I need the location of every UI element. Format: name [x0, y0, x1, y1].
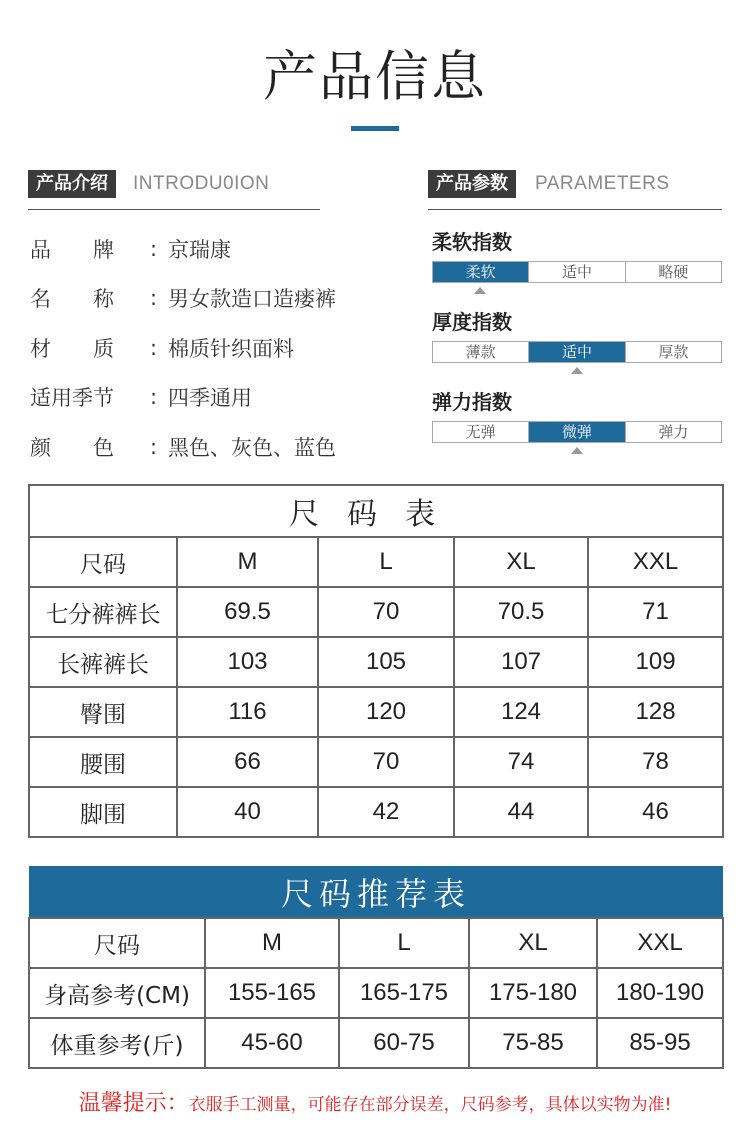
table-header-cell: XXL	[588, 537, 723, 587]
param-indicator	[432, 443, 722, 457]
table-row	[29, 737, 723, 787]
table-header-cell: 尺码	[29, 537, 177, 587]
intro-english-label: INTRODU0ION	[133, 173, 270, 194]
table-cell: 74	[454, 737, 588, 787]
table-cell: 70	[318, 587, 454, 637]
param-option: 厚款	[658, 343, 689, 361]
param-option: 弹力	[658, 423, 689, 441]
params-english-label: PARAMETERS	[535, 173, 670, 194]
tip-label: 温馨提示：	[78, 1091, 189, 1116]
rec-table-caption: 尺码推荐表	[29, 866, 723, 918]
table-cell: 70	[318, 737, 454, 787]
param-softness	[432, 229, 722, 297]
intro-badge: 产品介绍	[28, 170, 116, 198]
param-indicator	[432, 363, 722, 377]
info-colon: :	[150, 335, 158, 360]
param-option: 薄款	[433, 342, 529, 362]
table-cell: 107	[454, 637, 588, 687]
table-cell: 165-175	[339, 968, 469, 1018]
table-cell: 75-85	[469, 1018, 597, 1068]
info-label: 颜 色	[30, 435, 114, 460]
info-value: 黑色、灰色、蓝色	[168, 435, 336, 460]
param-option: 微弹	[529, 422, 625, 442]
intro-section-header	[28, 170, 320, 210]
table-cell: 60-75	[339, 1018, 469, 1068]
triangle-up-icon	[571, 367, 583, 374]
warm-tip	[0, 1086, 750, 1117]
param-option: 适中	[529, 262, 625, 282]
table-cell: 116	[177, 687, 318, 737]
table-cell: 66	[177, 737, 318, 787]
param-option: 略硬	[658, 263, 689, 281]
table-cell: 109	[588, 637, 723, 687]
title-underline	[351, 126, 399, 131]
info-colon: :	[150, 286, 158, 311]
table-header-cell: M	[205, 918, 339, 968]
table-header-cell: L	[318, 537, 454, 587]
table-cell: 180-190	[597, 968, 723, 1018]
table-row	[29, 637, 723, 687]
table-cell: 42	[318, 787, 454, 837]
info-colon: :	[150, 385, 158, 410]
page-title: 产品信息	[263, 45, 487, 108]
table-cell: 120	[318, 687, 454, 737]
table-cell: 124	[454, 687, 588, 737]
table-header-cell: XXL	[597, 918, 723, 968]
table-header-cell: M	[177, 537, 318, 587]
info-row-season	[30, 373, 410, 423]
table-row	[29, 968, 723, 1018]
table-cell: 105	[318, 637, 454, 687]
table-header-cell: XL	[454, 537, 588, 587]
info-colon: :	[150, 236, 158, 261]
info-colon: :	[150, 434, 158, 459]
table-cell: 40	[177, 787, 318, 837]
params-badge: 产品参数	[428, 170, 516, 198]
info-row-name	[30, 274, 410, 324]
param-scale-bar	[432, 421, 722, 443]
info-label: 品 牌	[30, 237, 114, 262]
table-cell: 45-60	[205, 1018, 339, 1068]
table-cell: 128	[588, 687, 723, 737]
triangle-up-icon	[474, 287, 486, 294]
table-cell: 175-180	[469, 968, 597, 1018]
table-header-row	[29, 537, 723, 587]
param-title: 弹力指数	[432, 390, 512, 414]
param-option: 柔软	[433, 262, 529, 282]
table-row-label: 长裤裤长	[29, 637, 177, 687]
table-row	[29, 687, 723, 737]
size-table	[28, 484, 724, 838]
table-row-label: 七分裤裤长	[29, 587, 177, 637]
param-option: 适中	[529, 342, 625, 362]
table-cell: 103	[177, 637, 318, 687]
params-section-header	[428, 170, 722, 210]
param-scale-bar	[432, 261, 722, 283]
info-value: 四季通用	[168, 386, 252, 411]
param-thickness	[432, 309, 722, 377]
table-header-cell: 尺码	[29, 918, 205, 968]
param-elasticity	[432, 389, 722, 457]
info-row-color	[30, 422, 410, 472]
table-row-label: 身高参考(CM)	[29, 968, 205, 1018]
triangle-up-icon	[571, 447, 583, 454]
table-header-cell: L	[339, 918, 469, 968]
info-value: 男女款造口造瘘裤	[168, 287, 336, 312]
table-cell: 155-165	[205, 968, 339, 1018]
info-row-brand	[30, 224, 410, 274]
table-cell: 46	[588, 787, 723, 837]
table-header-row	[29, 918, 723, 968]
param-indicator	[432, 283, 722, 297]
table-row-label: 体重参考(斤)	[29, 1018, 205, 1068]
table-cell: 85-95	[597, 1018, 723, 1068]
info-label: 材 质	[30, 336, 114, 361]
table-cell: 69.5	[177, 587, 318, 637]
table-cell: 78	[588, 737, 723, 787]
param-title: 厚度指数	[432, 310, 512, 334]
tip-text: 衣服手工测量，可能存在部分误差，尺码参考，具体以实物为准!	[188, 1095, 672, 1115]
info-label: 适用季节	[30, 386, 114, 411]
info-row-material	[30, 323, 410, 373]
table-cell: 70.5	[454, 587, 588, 637]
table-row-label: 腰围	[29, 737, 177, 787]
table-cell: 44	[454, 787, 588, 837]
info-value: 京瑞康	[168, 237, 231, 262]
table-row	[29, 787, 723, 837]
table-header-cell: XL	[469, 918, 597, 968]
size-recommendation-table	[28, 866, 724, 1069]
table-row-label: 臀围	[29, 687, 177, 737]
table-row-label: 脚围	[29, 787, 177, 837]
table-cell: 71	[588, 587, 723, 637]
size-table-caption: 尺码表	[29, 485, 723, 537]
info-value: 棉质针织面料	[168, 336, 294, 361]
param-scale-bar	[432, 341, 722, 363]
info-label: 名 称	[30, 287, 114, 312]
table-row	[29, 1018, 723, 1068]
product-info-list	[30, 224, 410, 472]
param-option: 无弹	[433, 422, 529, 442]
table-row	[29, 587, 723, 637]
param-title: 柔软指数	[432, 230, 512, 254]
